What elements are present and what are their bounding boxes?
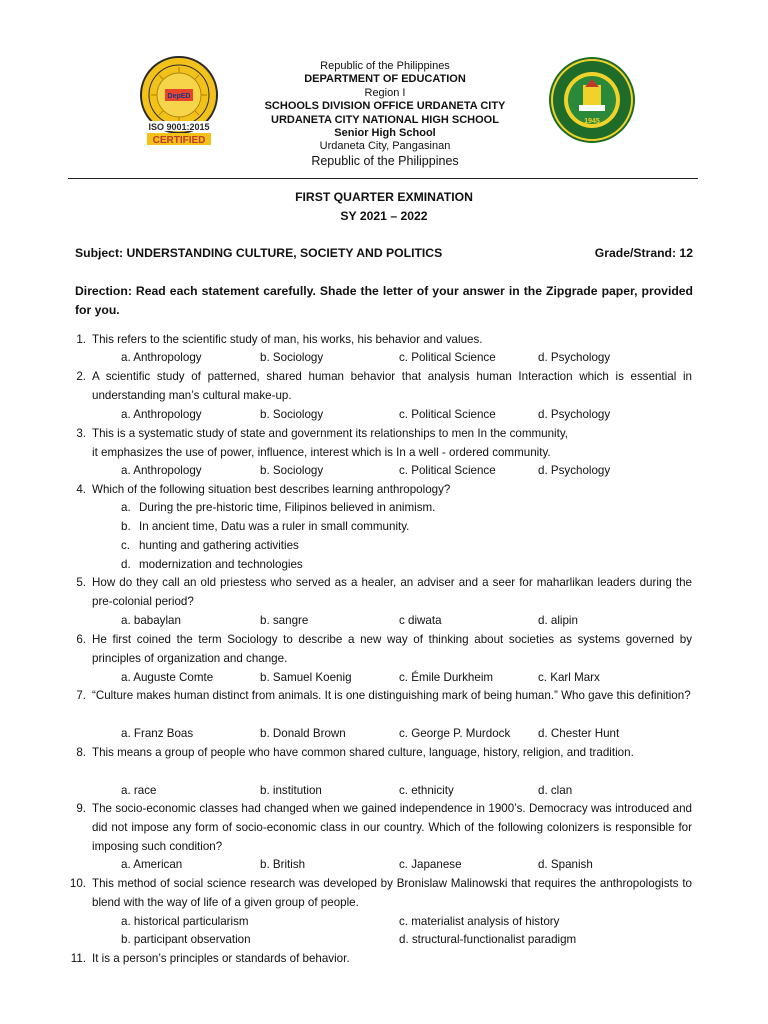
answer-choice: a. race: [121, 784, 157, 797]
list-letter: b.: [121, 520, 131, 533]
question-number: 8.: [76, 746, 86, 759]
answer-choice: d. Psychology: [538, 351, 611, 364]
answer-choice: c. Karl Marx: [538, 671, 600, 684]
answer-choice: c. Political Science: [399, 351, 496, 364]
answer-choice: c. Political Science: [399, 464, 496, 477]
answer-choice: d. Psychology: [538, 408, 611, 421]
answer-choice: c. materialist analysis of history: [399, 915, 560, 928]
list-letter: a.: [121, 501, 131, 514]
question-number: 10.: [69, 877, 86, 890]
question-number: 3.: [76, 427, 86, 440]
answer-choice: c. Political Science: [399, 408, 496, 421]
header-region: Region I: [364, 86, 406, 99]
header-division: SCHOOLS DIVISION OFFICE URDANETA CITY: [264, 100, 506, 113]
svg-text:CERTIFIED: CERTIFIED: [152, 135, 206, 146]
question-text: He first coined the term Sociology to describe a new way of thinking about societies as systems governed by principles of organization and change.: [92, 633, 692, 665]
svg-text:DepED: DepED: [167, 93, 191, 100]
header-republic: Republic of the Philippines: [320, 60, 450, 72]
answer-choice: a. Auguste Comte: [121, 671, 214, 684]
answer-choice: c diwata: [399, 614, 442, 627]
question-text: Which of the following situation best describes learning anthropology?: [92, 483, 451, 496]
answer-choice: c. Japanese: [399, 858, 462, 871]
answer-choice: c. ethnicity: [399, 784, 454, 797]
svg-text:ISO 9001:2015: ISO 9001:2015: [148, 122, 210, 132]
question-text-continued: it emphasizes the use of power, influence, interest which is In a well - ordered community.: [92, 446, 551, 459]
answer-choice: a. Anthropology: [121, 351, 202, 364]
answer-choice: b. Sociology: [260, 464, 324, 477]
school-year: SY 2021 – 2022: [340, 209, 428, 223]
answer-choice: modernization and technologies: [139, 558, 303, 571]
header-location: Urdaneta City, Pangasinan: [319, 140, 451, 153]
question-number: 6.: [76, 633, 86, 646]
list-letter: c.: [121, 539, 131, 552]
answer-choice: d. Spanish: [538, 858, 593, 871]
header-republic-2: Republic of the Philippines: [311, 153, 459, 168]
question-number: 11.: [70, 952, 86, 965]
answer-choice: b. institution: [260, 784, 322, 797]
answer-choice: a. Anthropology: [121, 464, 202, 477]
urdaneta-nhs-seal-icon: [547, 55, 637, 145]
answer-choice: a. American: [121, 858, 183, 871]
exam-title: FIRST QUARTER EXMINATION: [295, 190, 473, 204]
answer-choice: b. participant observation: [121, 933, 251, 946]
answer-choice: b. Sociology: [260, 351, 324, 364]
question-text: It is a person’s principles or standards of behavior.: [92, 952, 350, 965]
question-number: 7.: [76, 689, 86, 702]
header-divider: [68, 178, 698, 179]
answer-choice: a. Anthropology: [121, 408, 202, 421]
answer-choice: d. Psychology: [538, 464, 611, 477]
answer-choice: d. clan: [538, 784, 573, 797]
answer-choice: c. Émile Durkheim: [399, 671, 494, 684]
subject-label: Subject: UNDERSTANDING CULTURE, SOCIETY AND POLITICS: [75, 246, 443, 260]
header-shs: Senior High School: [334, 127, 436, 140]
question-text: This method of social science research was developed by Bronislaw Malinowski that requires the anthropologists to blend with the way of life of a given group of people.: [92, 877, 692, 909]
header-department: DEPARTMENT OF EDUCATION: [304, 73, 466, 86]
deped-urdaneta-seal-icon: [133, 55, 225, 147]
question-text: “Culture makes human distinct from animals. It is one distinguishing mark of being human.” Who gave this definition?: [92, 689, 691, 702]
question-text: This is a systematic study of state and government its relationships to men In the community,: [92, 427, 568, 440]
answer-choice: b. Sociology: [260, 408, 324, 421]
question-number: 9.: [76, 802, 86, 815]
answer-choice: b. Samuel Koenig: [260, 671, 352, 684]
answer-choice: d. Chester Hunt: [538, 727, 620, 740]
directions: Direction: Read each statement carefully. Shade the letter of your answer in the Zipgrade paper, provided for you.: [75, 284, 693, 317]
answer-choice: a. historical particularism: [121, 915, 249, 928]
grade-strand: Grade/Strand: 12: [594, 246, 693, 260]
answer-choice: a. Franz Boas: [121, 727, 194, 740]
answer-choice: a. babaylan: [121, 614, 181, 627]
answer-choice: During the pre-historic time, Filipinos believed in animism.: [139, 501, 436, 514]
header-school: URDANETA CITY NATIONAL HIGH SCHOOL: [271, 113, 499, 126]
question-text: A scientific study of patterned, shared human behavior that analysis human Interaction which is essential in understanding man’s cultural make-up.: [92, 370, 692, 402]
question-number: 5.: [76, 576, 86, 589]
answer-choice: hunting and gathering activities: [139, 539, 299, 552]
answer-choice: b. Donald Brown: [260, 727, 346, 740]
answer-choice: d. structural-functionalist paradigm: [399, 933, 577, 946]
question-text: This refers to the scientific study of man, his works, his behavior and values.: [92, 333, 483, 346]
question-text: How do they call an old priestess who served as a healer, an adviser and a seer for maharlikan leaders during the pre-colonial period?: [92, 576, 692, 608]
question-text: This means a group of people who have common shared culture, language, history, religion, and tradition.: [92, 746, 634, 759]
question-number: 4.: [76, 483, 86, 496]
subject-row: [75, 246, 693, 260]
svg-text:1945: 1945: [584, 118, 600, 125]
question-text: The socio-economic classes had changed when we gained independence in 1900’s. Democracy was introduced and did not impose any form of socio-economic class in our country. Which of the following colonizers is responsible for imposing such condition?: [92, 802, 692, 853]
answer-choice: In ancient time, Datu was a ruler in small community.: [139, 520, 410, 533]
list-letter: d.: [121, 558, 131, 571]
question-number: 2.: [76, 370, 86, 383]
question-number: 1.: [76, 333, 86, 346]
answer-choice: c. George P. Murdock: [399, 727, 511, 740]
answer-choice: d. alipin: [538, 614, 578, 627]
answer-choice: b. sangre: [260, 614, 309, 627]
answer-choice: b. British: [260, 858, 306, 871]
document-header: [225, 60, 545, 169]
